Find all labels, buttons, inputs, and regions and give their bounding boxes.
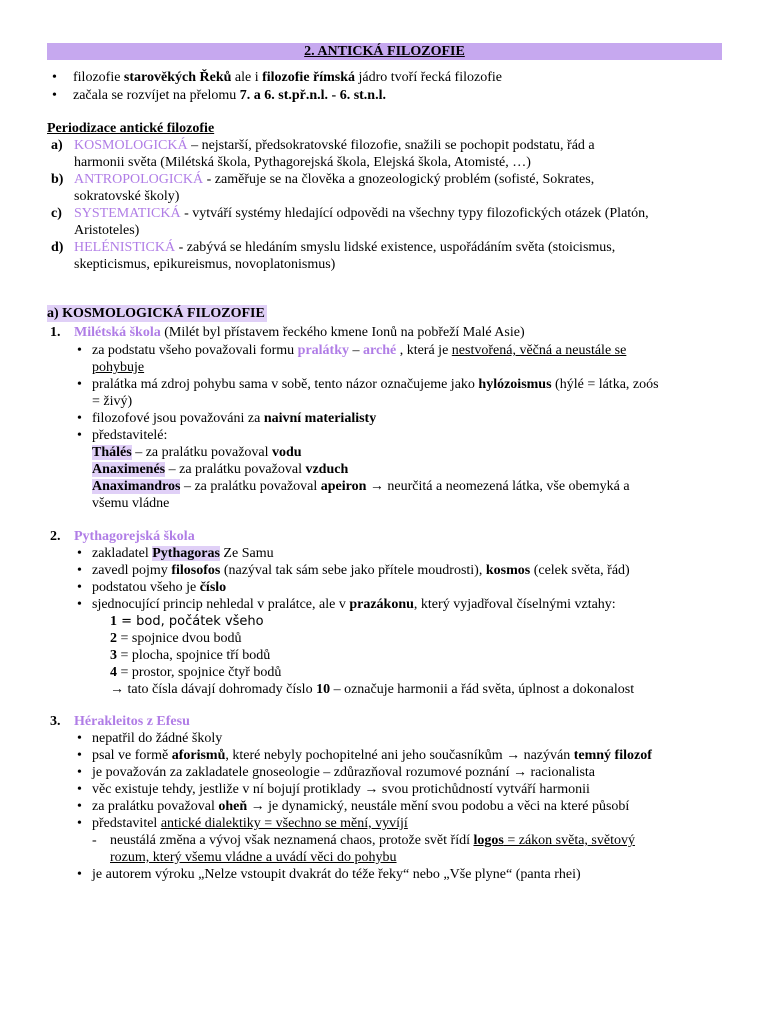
periodization-heading: Periodizace antické filozofie [47,121,215,136]
bullet-icon: • [77,867,82,882]
intro-line-1: filozofie starověkých Řeků ale i filozofie římská jádro tvoří řecká filozofie [73,70,502,85]
herakleitos-bullet-6: představitel antické dialektiky = všechno se mění, vyvíjí [92,816,408,831]
period-b-line-2: sokratovské školy) [74,189,180,204]
herakleitos-bullet-5: za pralátku považoval oheň → je dynamický, neustále mění svou podobu a věci na které působí [92,799,630,814]
section-number: 2. [50,529,61,544]
period-d-line-2: skepticismus, epikureismus, novoplatonismus) [74,257,336,272]
document-title: 2. ANTICKÁ FILOZOFIE [47,43,722,60]
dash-marker: - [92,833,97,848]
number-meaning-summary: → tato čísla dávají dohromady číslo 10 – označuje harmonii a řád světa, úplnost a dokonalost [110,682,635,697]
period-b-line-1: ANTROPOLOGICKÁ - zaměřuje se na člověka a gnozeologický problém (sofisté, Sokrates, [74,172,595,187]
bullet-icon: • [77,731,82,746]
bullet-icon: • [77,597,82,612]
list-marker: a) [51,138,63,153]
philosopher-anaximenes: Anaximenés – za pralátku považoval vzduch [92,462,349,477]
section-heading-kosmologicka: a) KOSMOLOGICKÁ FILOZOFIE [47,306,265,321]
herakleitos-bullet-1: nepatřil do žádné školy [92,731,223,746]
bullet-icon: • [77,428,82,443]
bullet-icon: • [77,782,82,797]
bullet-icon: • [77,563,82,578]
section-number: 3. [50,714,61,729]
miletska-bullet-4: představitelé: [92,428,168,443]
pythagorejska-bullet-4: sjednocující princip nehledal v pralátce, ale v prazákonu, který vyjadřoval číselnými vztahy: [92,597,616,612]
number-meaning-2: 2 = spojnice dvou bodů [110,631,242,646]
list-marker: c) [51,206,62,221]
list-marker: b) [51,172,64,187]
bullet-icon: • [77,748,82,763]
section-number: 1. [50,325,61,340]
bullet-icon: • [77,411,82,426]
period-d-line-1: HELÉNISTICKÁ - zabývá se hledáním smyslu lidské existence, uspořádáním světa (stoicismus, [74,240,616,255]
herakleitos-heading: Hérakleitos z Efesu [74,714,190,729]
miletska-heading: Milétská škola (Milét byl přístavem řeckého kmene Ionů na pobřeží Malé Asie) [74,325,525,340]
bullet-icon: • [77,799,82,814]
bullet-icon: • [77,580,82,595]
philosopher-thales: Thálés – za pralátku považoval vodu [92,445,302,460]
miletska-bullet-2-cont: = živý) [92,394,133,409]
bullet-icon: • [77,377,82,392]
bullet-icon: • [52,70,57,85]
number-meaning-3: 3 = plocha, spojnice tří bodů [110,648,271,663]
list-marker: d) [51,240,64,255]
pythagorejska-bullet-2: zavedl pojmy filosofos (nazýval tak sám sebe jako přítele moudrosti), kosmos (celek světa, řád) [92,563,630,578]
bullet-icon: • [77,765,82,780]
pythagorejska-bullet-1: zakladatel Pythagoras Ze Samu [92,546,274,561]
herakleitos-bullet-7: je autorem výroku „Nelze vstoupit dvakrát do téže řeky“ nebo „Vše plyne“ (panta rhei) [92,867,581,882]
period-a-line-1: KOSMOLOGICKÁ – nejstarší, předsokratovské filozofie, snažili se pochopit podstatu, řád a [74,138,595,153]
period-c-line-1: SYSTEMATICKÁ - vytváří systémy hledající odpovědi na všechny typy filozofických otázek (Platón, [74,206,649,221]
herakleitos-bullet-2: psal ve formě aforismů, které nebyly pochopitelné ani jeho současníkům → nazýván temný filozof [92,748,652,763]
herakleitos-logos-line-1: neustálá změna a vývoj však neznamená chaos, protože svět řídí logos = zákon světa, světový [110,833,635,848]
number-meaning-4: 4 = prostor, spojnice čtyř bodů [110,665,282,680]
miletska-bullet-3: filozofové jsou považováni za naivní materialisty [92,411,377,426]
miletska-bullet-1: za podstatu všeho považovali formu pralátky – arché , která je nestvořená, věčná a neustále se [92,343,627,358]
herakleitos-logos-line-2: rozum, který všemu vládne a uvádí věci do pohybu [110,850,397,865]
bullet-icon: • [77,546,82,561]
pythagorejska-bullet-3: podstatou všeho je číslo [92,580,227,595]
miletska-bullet-1-cont: pohybuje [92,360,145,375]
herakleitos-bullet-3: je považován za zakladatele gnoseologie – zdůrazňoval rozumové poznání → racionalista [92,765,596,780]
intro-line-2: začala se rozvíjet na přelomu 7. a 6. st.př.n.l. - 6. st.n.l. [73,88,386,103]
philosopher-anaximandros: Anaximandros – za pralátku považoval apeiron → neurčitá a neomezená látka, vše obemyká a [92,479,630,494]
bullet-icon: • [52,88,57,103]
philosopher-anaximandros-cont: všemu vládne [92,496,170,511]
bullet-icon: • [77,816,82,831]
period-a-line-2: harmonii světa (Milétská škola, Pythagorejská škola, Elejská škola, Atomisté, …) [74,155,531,170]
number-meaning-1: 1 = bod, počátek všeho [110,614,264,629]
pythagorejska-heading: Pythagorejská škola [74,529,195,544]
bullet-icon: • [77,343,82,358]
period-c-line-2: Aristoteles) [74,223,140,238]
herakleitos-bullet-4: věc existuje tehdy, jestliže v ní bojují protiklady → svou protichůdností vytváří harmonii [92,782,590,797]
miletska-bullet-2: pralátka má zdroj pohybu sama v sobě, tento názor označujeme jako hylózoismus (hýlé = látka, zoós [92,377,659,392]
